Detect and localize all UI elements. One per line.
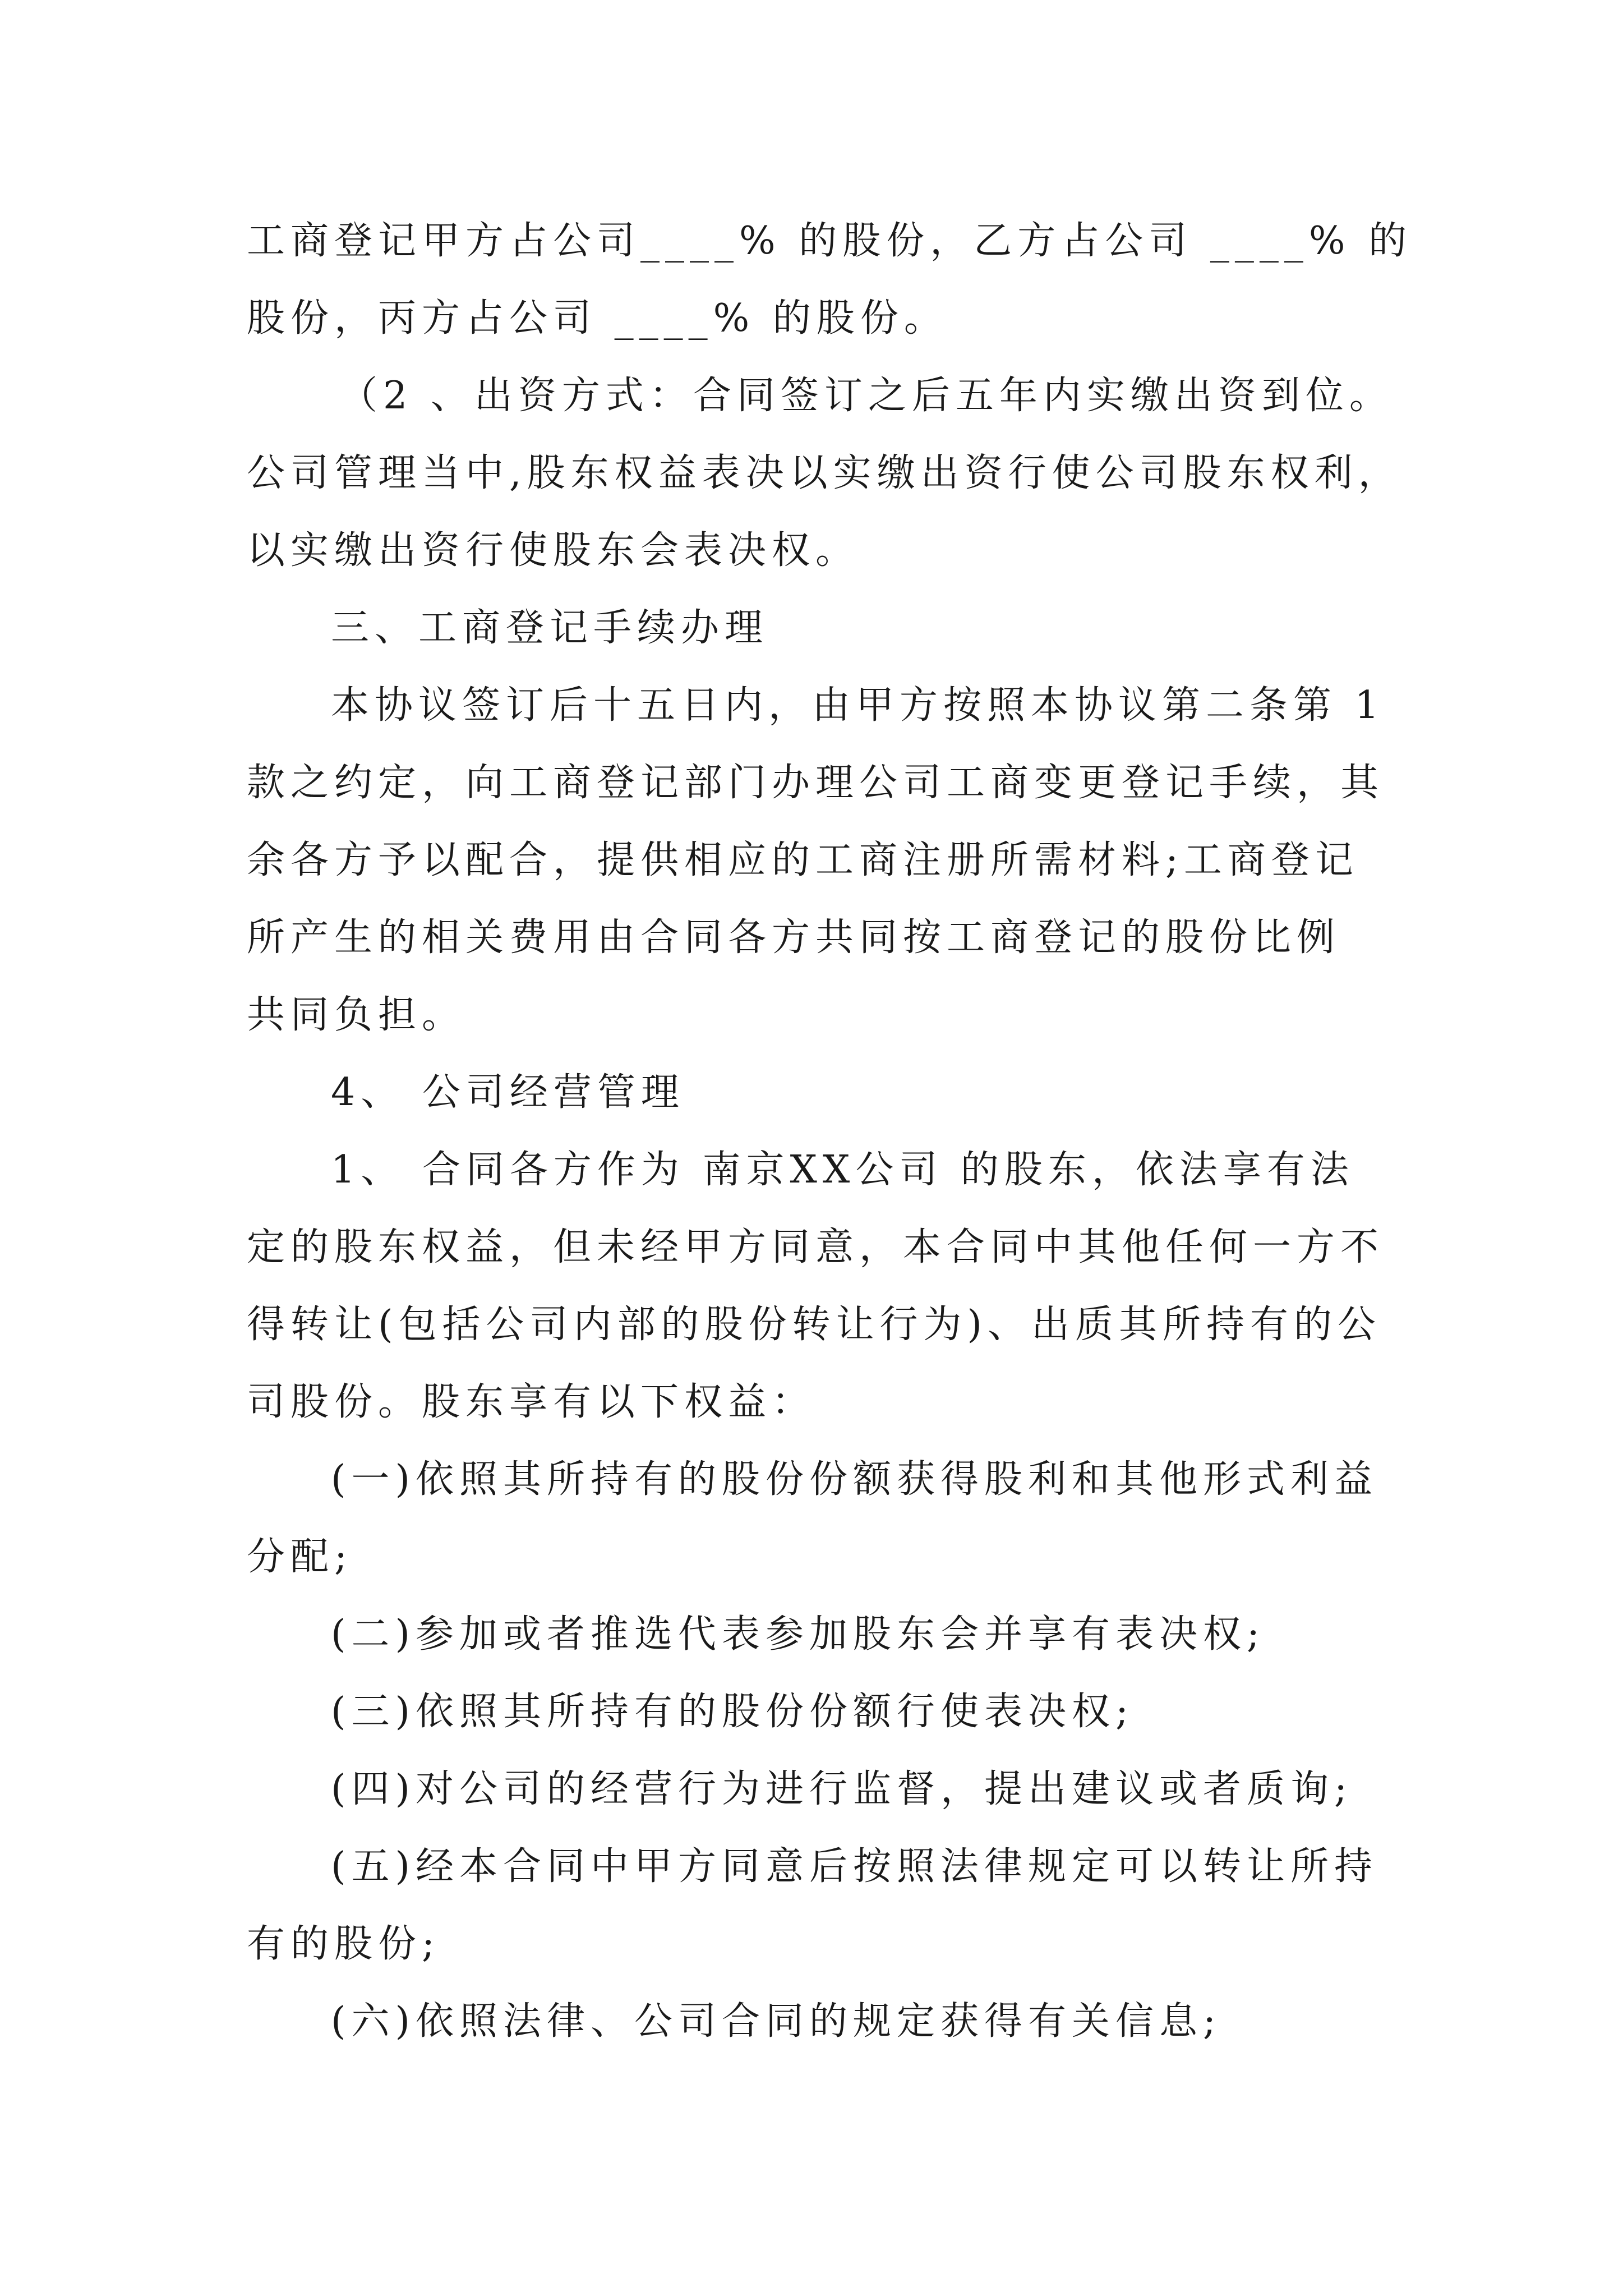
text-line: 得转让(包括公司内部的股份转让行为)、出质其所持有的公 xyxy=(247,1303,1382,1347)
text-line: 所产生的相关费用由合同各方共同按工商登记的股份比例 xyxy=(247,915,1341,960)
text-line: 工商登记甲方占公司____% 的股份，乙方占公司 ____% 的 xyxy=(247,219,1413,263)
text-line: 款之约定，向工商登记部门办理公司工商变更登记手续，其 xyxy=(247,761,1385,805)
text-line: 共同负担。 xyxy=(247,993,466,1037)
text-line: （2 、出资方式：合同签订之后五年内实缴出资到位。 xyxy=(339,374,1393,418)
list-item: (二)参加或者推选代表参加股东会并享有表决权; xyxy=(331,1612,1265,1657)
text-line: 股份，丙方占公司 ____% 的股份。 xyxy=(247,296,948,341)
section-heading: 4、 公司经营管理 xyxy=(331,1070,685,1115)
list-item: (六)依照法律、公司合同的规定获得有关信息; xyxy=(331,1999,1221,2044)
list-item: (四)对公司的经营行为进行监督，提出建议或者质询; xyxy=(331,1767,1353,1811)
list-item: (一)依照其所持有的股份份额获得股利和其他形式利益 xyxy=(331,1457,1378,1502)
text-line: 本协议签订后十五日内，由甲方按照本协议第二条第 1 xyxy=(331,683,1385,728)
list-item: (三)依照其所持有的股份份额行使表决权; xyxy=(331,1690,1134,1734)
text-line: 司股份。股东享有以下权益： xyxy=(247,1380,816,1424)
text-line: 公司管理当中,股东权益表决以实缴出资行使公司股东权利， xyxy=(247,451,1402,495)
text-line: 1、 合同各方作为 南京XX公司 的股东，依法享有法 xyxy=(331,1148,1354,1192)
text-line: 分配; xyxy=(247,1535,353,1579)
text-line: 有的股份; xyxy=(247,1922,440,1966)
text-line: 余各方予以配合，提供相应的工商注册所需材料;工商登记 xyxy=(247,838,1359,882)
text-line: 定的股东权益，但未经甲方同意，本合同中其他任何一方不 xyxy=(247,1225,1385,1269)
list-item: (五)经本合同中甲方同意后按照法律规定可以转让所持 xyxy=(331,1844,1378,1889)
section-heading: 三、工商登记手续办理 xyxy=(331,606,769,650)
text-line: 以实缴出资行使股东会表决权。 xyxy=(247,528,860,573)
